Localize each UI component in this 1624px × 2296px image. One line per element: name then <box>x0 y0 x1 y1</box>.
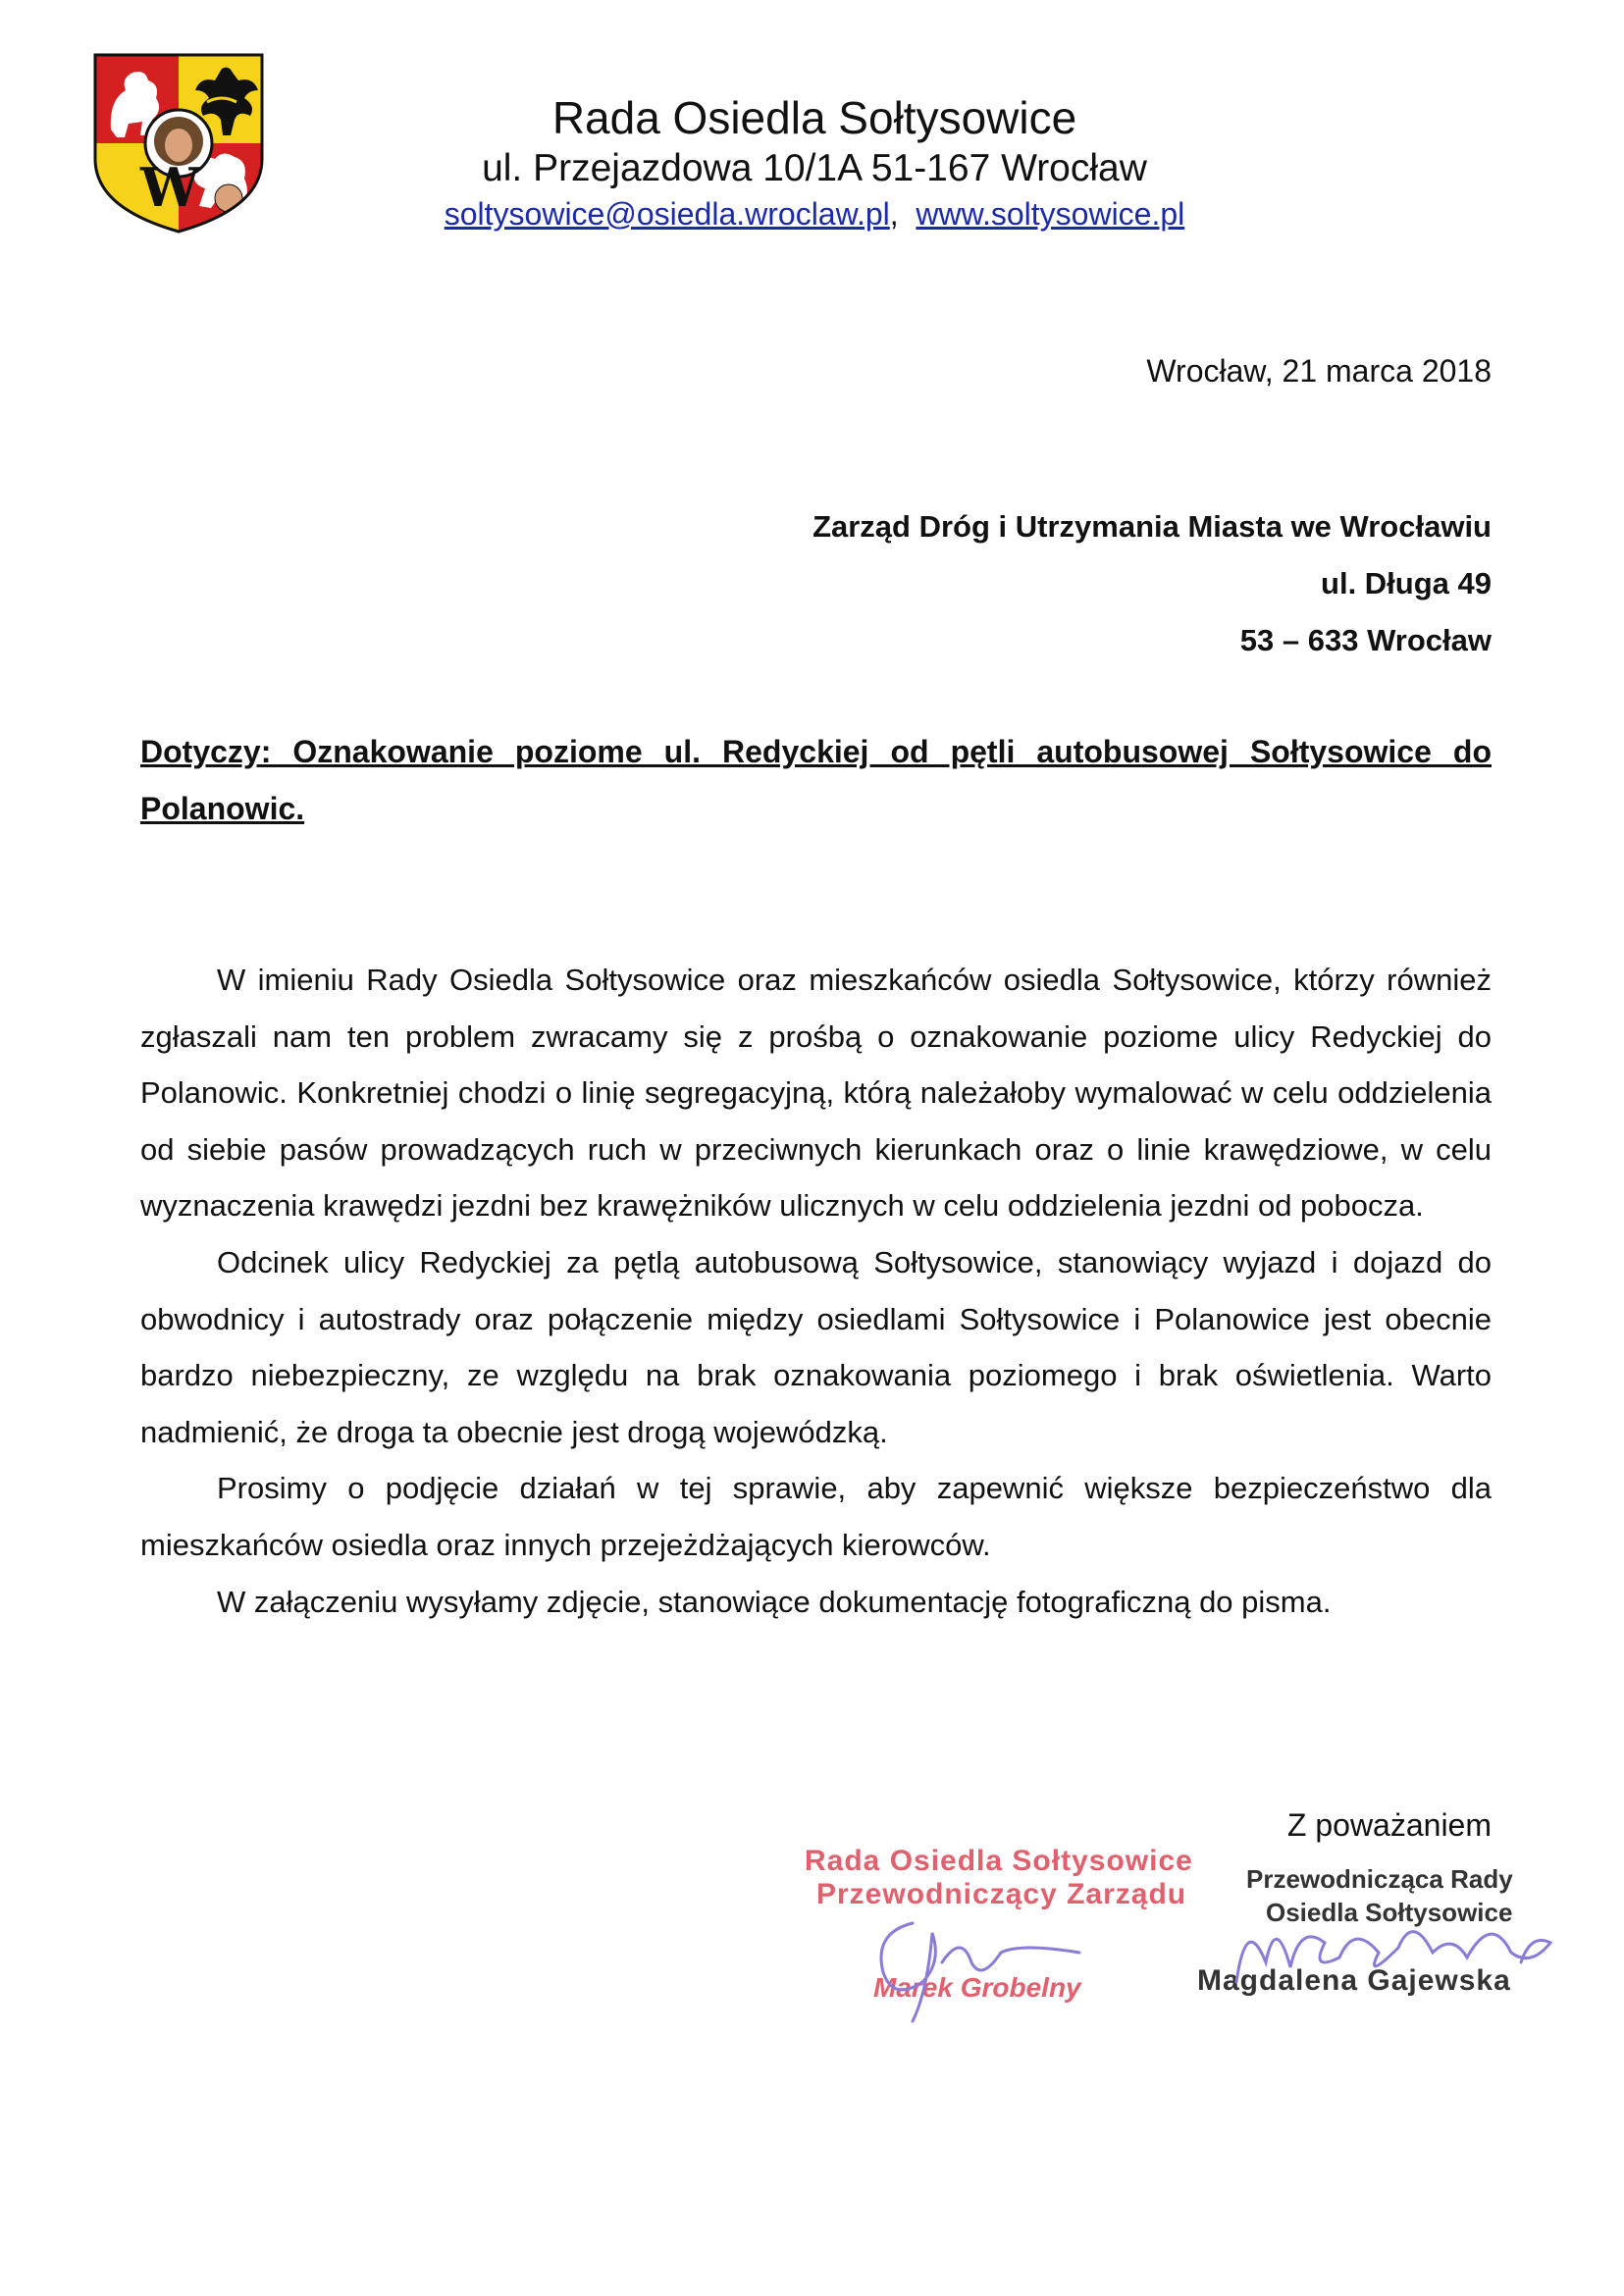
org-contacts <box>294 192 1335 235</box>
closing-salutation: Z poważaniem <box>1286 1807 1492 1843</box>
stamp-management-chair <box>785 1845 1217 2041</box>
letter-body <box>140 952 1492 1630</box>
website-link[interactable]: www.soltysowice.pl <box>916 196 1185 232</box>
org-name: Rada Osiedla Sołtysowice <box>551 92 1077 143</box>
body-paragraph: Odcinek ulicy Redyckiej za pętlą autobusową Sołtysowice, stanowiący wyjazd i dojazd do obwodnicy i autostrady oraz połączenie między osiedlami Sołtysowice i Polanowice jest obecnie bardzo niebezpieczny, ze względu na brak oznakowania poziomego i brak oświetlenia. Warto nadmienić, że droga ta obecnie jest drogą wojewódzką. <box>140 1244 1492 1449</box>
body-paragraph: W imieniu Rady Osiedla Sołtysowice oraz mieszkańców osiedla Sołtysowice, którzy również zgłaszali nam ten problem zwracamy się z prośbą o oznakowanie poziome ulicy Redyckiej do Polanowic. Konkretniej chodzi o linię segregacyjną, którą należałoby wymalować w celu oddzielenia od siebie pasów prowadzących ruch w przeciwnych kierunkach oraz o linie krawędziowe, w celu wyznaczenia krawędzi jezdni bez krawężników ulicznych w celu oddzielenia jezdni od pobocza. <box>140 963 1492 1224</box>
recipient-city: 53 – 633 Wrocław <box>1239 623 1492 657</box>
letter-date: Wrocław, 21 marca 2018 <box>1146 353 1492 389</box>
recipient-name: Zarząd Dróg i Utrzymania Miasta we Wrocławiu <box>812 509 1492 544</box>
crest-letter: W <box>140 156 200 219</box>
stamp-council-chair <box>1187 1854 1590 2031</box>
contacts-separator: , <box>889 196 917 232</box>
stamp-org-name: Rada Osiedla Sołtysowice <box>805 1845 1193 1877</box>
body-paragraph: Prosimy o podjęcie działań w tej sprawie, aby zapewnić większe bezpieczeństwo dla mieszkańców osiedla oraz innych przejeżdżających kierowców. <box>140 1471 1492 1562</box>
stamp-signatory-name: Magdalena Gajewska <box>1197 1964 1511 1997</box>
email-link[interactable]: soltysowice@osiedla.wroclaw.pl <box>444 196 890 232</box>
coat-of-arms-logo <box>91 51 266 235</box>
stamp-title: Przewodnicząca Rady <box>1246 1864 1513 1894</box>
signature-magdalena-gajewska <box>1207 1874 1580 2011</box>
recipient-block <box>812 498 1492 669</box>
letter-subject: Dotyczy: Oznakowanie poziome ul. Redyckiej od pętli autobusowej Sołtysowice do Polanowic. <box>140 734 1492 826</box>
org-address: ul. Przejazdowa 10/1A 51-167 Wrocław <box>482 147 1147 189</box>
signature-marek-grobelny <box>854 1884 1109 2031</box>
body-paragraph: W załączeniu wysyłamy zdjęcie, stanowiące dokumentację fotograficzną do pisma. <box>217 1584 1332 1619</box>
letterhead <box>294 90 1335 235</box>
stamp-org-name: Osiedla Sołtysowice <box>1266 1898 1513 1927</box>
stamp-signatory-name: Marek Grobelny <box>873 1972 1081 2003</box>
stamp-title: Przewodniczący Zarządu <box>816 1878 1187 1910</box>
recipient-street: ul. Długa 49 <box>1321 566 1492 600</box>
